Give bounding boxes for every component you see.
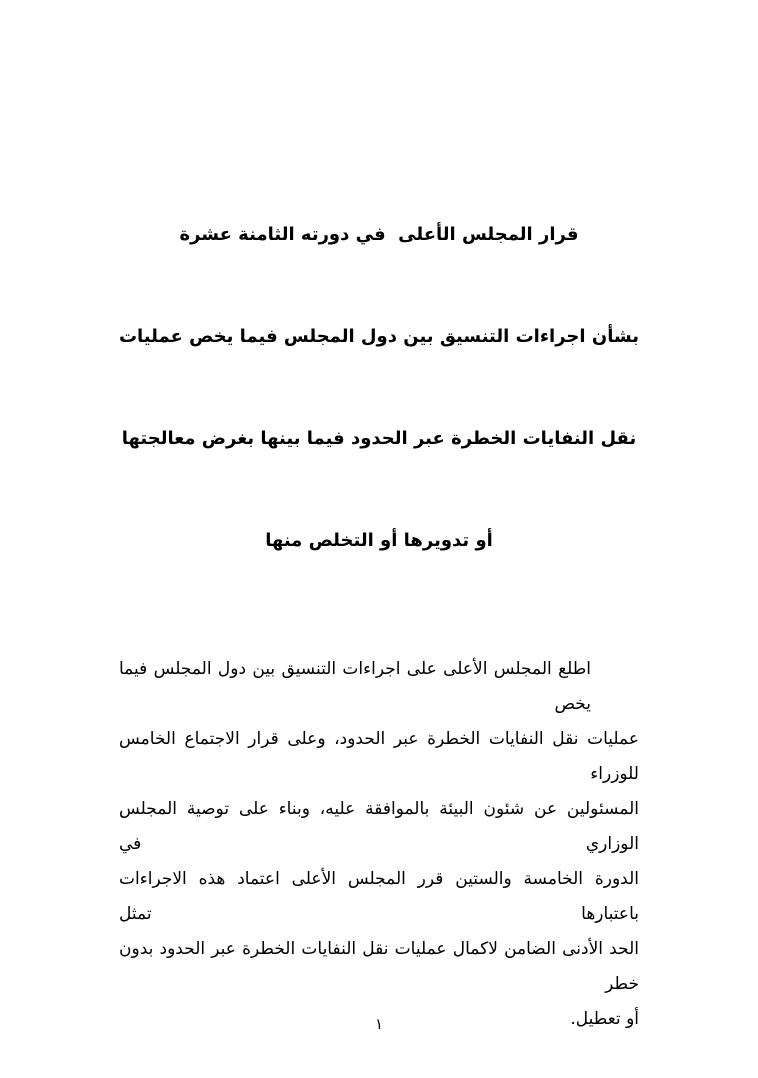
title-line-3: نقل النفايات الخطرة عبر الحدود فيما بينها بغرض معالجتها xyxy=(121,428,637,449)
paragraph-line: اطلع المجلس الأعلى على اجراءات التنسيق بين دول المجلس فيما يخص xyxy=(119,659,591,714)
title-line-1: قرار المجلس الأعلى في دورته الثامنة عشرة xyxy=(179,224,579,245)
paragraph-line: أو تعطيل. xyxy=(570,1009,639,1029)
paragraph-line: الدورة الخامسة والستين قرر المجلس الأعلى اعتماد هذه الاجراءات باعتبارها تمثل xyxy=(119,869,639,924)
page-number: ١ xyxy=(374,1015,384,1033)
title-line-4: أو تدويرها أو التخلص منها xyxy=(265,530,493,551)
paragraph-line: الحد الأدنى الضامن لاكمال عمليات نقل النفايات الخطرة عبر الحدود بدون خطر xyxy=(119,939,639,994)
paragraph-line: عمليات نقل النفايات الخطرة عبر الحدود، وعلى قرار الاجتماع الخامس للوزراء xyxy=(119,729,639,784)
title-line-2: بشأن اجراءات التنسيق بين دول المجلس فيما يخص عمليات xyxy=(118,326,640,347)
body-paragraph xyxy=(119,652,639,1037)
paragraph-line: المسئولين عن شئون البيئة بالموافقة عليه، وبناء على توصية المجلس الوزاري في xyxy=(119,799,639,854)
